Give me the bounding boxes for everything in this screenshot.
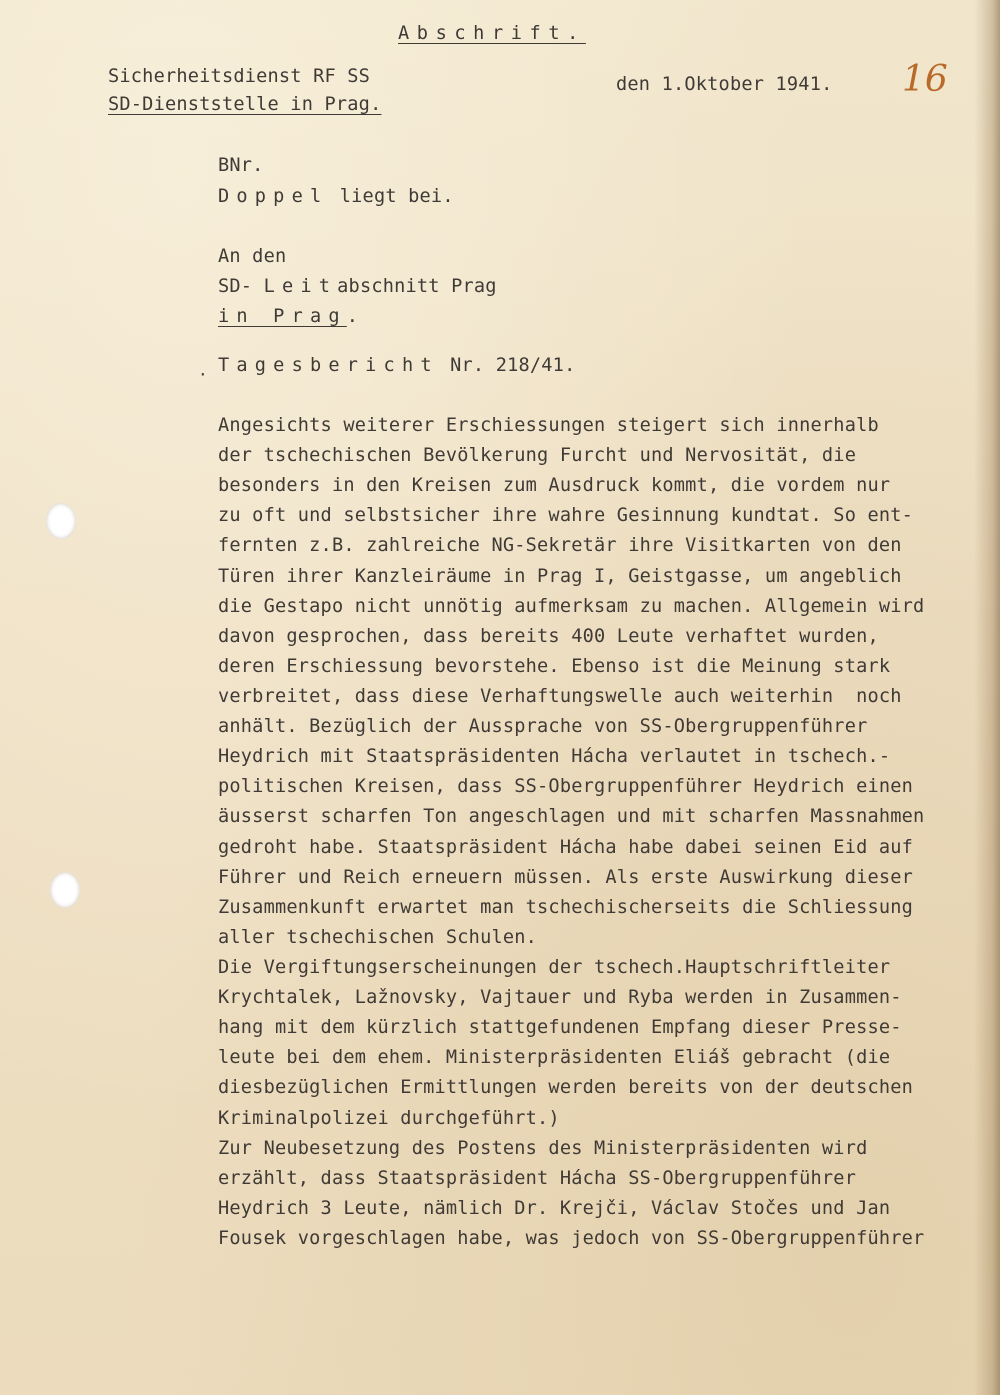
enclosure-rest: liegt bei. xyxy=(328,186,454,207)
report-number: Nr. 218/41. xyxy=(438,355,576,376)
body-line: besonders in den Kreisen zum Ausdruck kommt, die vordem nur xyxy=(218,475,891,497)
punch-hole-top xyxy=(46,503,76,539)
sender-line-2: SD-Dienststelle in Prag. xyxy=(108,94,382,115)
body-line: Führer und Reich erneuern müssen. Als erste Auswirkung dieser xyxy=(218,866,914,888)
report-heading xyxy=(218,355,575,377)
body-line: politischen Kreisen, dass SS-Obergruppenführer Heydrich einen xyxy=(218,776,914,798)
body-line: äusserst scharfen Ton angeschlagen und mit scharfen Massnahmen xyxy=(218,806,925,828)
body-line: anhält. Bezüglich der Aussprache von SS-Obergruppenführer xyxy=(218,716,868,738)
body-line: davon gesprochen, dass bereits 400 Leute verhaftet wurden, xyxy=(218,625,879,647)
address-line-3 xyxy=(218,306,358,328)
body-line: aller tschechischen Schulen. xyxy=(218,926,538,948)
body-line: verbreitet, dass diese Verhaftungswelle auch weiterhin noch xyxy=(218,685,902,707)
body-line: fernten z.B. zahlreiche NG-Sekretär ihre Visitkarten von den xyxy=(218,535,902,557)
page-edge-shadow xyxy=(974,0,1000,1395)
body-line: Heydrich mit Staatspräsidenten Hácha verlautet in tschech.- xyxy=(218,746,891,768)
body-line: Kriminalpolizei durchgeführt.) xyxy=(218,1107,560,1129)
body-line: Zusammenkunft erwartet man tschechischerseits die Schliessung xyxy=(218,896,914,918)
address-line-2 xyxy=(218,276,497,298)
body-line: deren Erschiessung bevorstehe. Ebenso ist die Meinung stark xyxy=(218,655,891,677)
sender-line-1: Sicherheitsdienst RF SS xyxy=(108,66,371,87)
body-line: Türen ihrer Kanzleiräume in Prag I, Geistgasse, um angeblich xyxy=(218,565,902,587)
reference-number: BNr. xyxy=(218,155,264,176)
body-line: die Gestapo nicht unnötig aufmerksam zu machen. Allgemein wird xyxy=(218,595,925,617)
address-rest: abschnitt Prag xyxy=(337,276,497,297)
address-spaced-word: Leit xyxy=(263,276,338,297)
body-line: gedroht habe. Staatspräsident Hácha habe dabei seinen Eid auf xyxy=(218,836,914,858)
body-line: Heydrich 3 Leute, nämlich Dr. Krejči, Václav Stočes und Jan xyxy=(218,1197,891,1219)
body-line: Zur Neubesetzung des Postens des Ministerpräsidenten wird xyxy=(218,1137,868,1159)
body-line: Krychtalek, Lažnovsky, Vajtauer und Ryba werden in Zusammen- xyxy=(218,987,902,1009)
address-city: in Prag xyxy=(218,306,347,327)
report-heading-spaced: Tagesbericht xyxy=(218,355,439,376)
address-prefix: SD- xyxy=(218,276,264,297)
body-line: leute bei dem ehem. Ministerpräsidenten Eliáš gebracht (die xyxy=(218,1047,891,1069)
address-city-period: . xyxy=(346,306,359,327)
enclosure-spaced-word: Doppel xyxy=(218,186,329,207)
enclosure-line xyxy=(218,186,454,208)
body-line: Die Vergiftungserscheinungen der tschech.Hauptschriftleiter xyxy=(218,956,891,978)
document-title: Abschrift. xyxy=(398,23,586,44)
report-body xyxy=(218,415,924,1258)
punch-hole-bottom xyxy=(50,872,80,908)
body-line: diesbezüglichen Ermittlungen werden bereits von der deutschen xyxy=(218,1077,914,1099)
body-line: hang mit dem kürzlich stattgefundenen Empfang dieser Presse- xyxy=(218,1017,902,1039)
body-line: Fousek vorgeschlagen habe, was jedoch von SS-Obergruppenführer xyxy=(218,1227,925,1249)
body-line: der tschechischen Bevölkerung Furcht und Nervosität, die xyxy=(218,445,857,467)
body-line: zu oft und selbstsicher ihre wahre Gesinnung kundtat. So ent- xyxy=(218,505,914,527)
document-date: den 1.Oktober 1941. xyxy=(616,74,833,95)
body-line: Angesichts weiterer Erschiessungen steigert sich innerhalb xyxy=(218,415,879,436)
report-bullet: · xyxy=(198,365,208,384)
folio-number: 16 xyxy=(902,59,948,100)
address-line-1: An den xyxy=(218,246,287,267)
body-line: erzählt, dass Staatspräsident Hácha SS-Obergruppenführer xyxy=(218,1167,857,1189)
